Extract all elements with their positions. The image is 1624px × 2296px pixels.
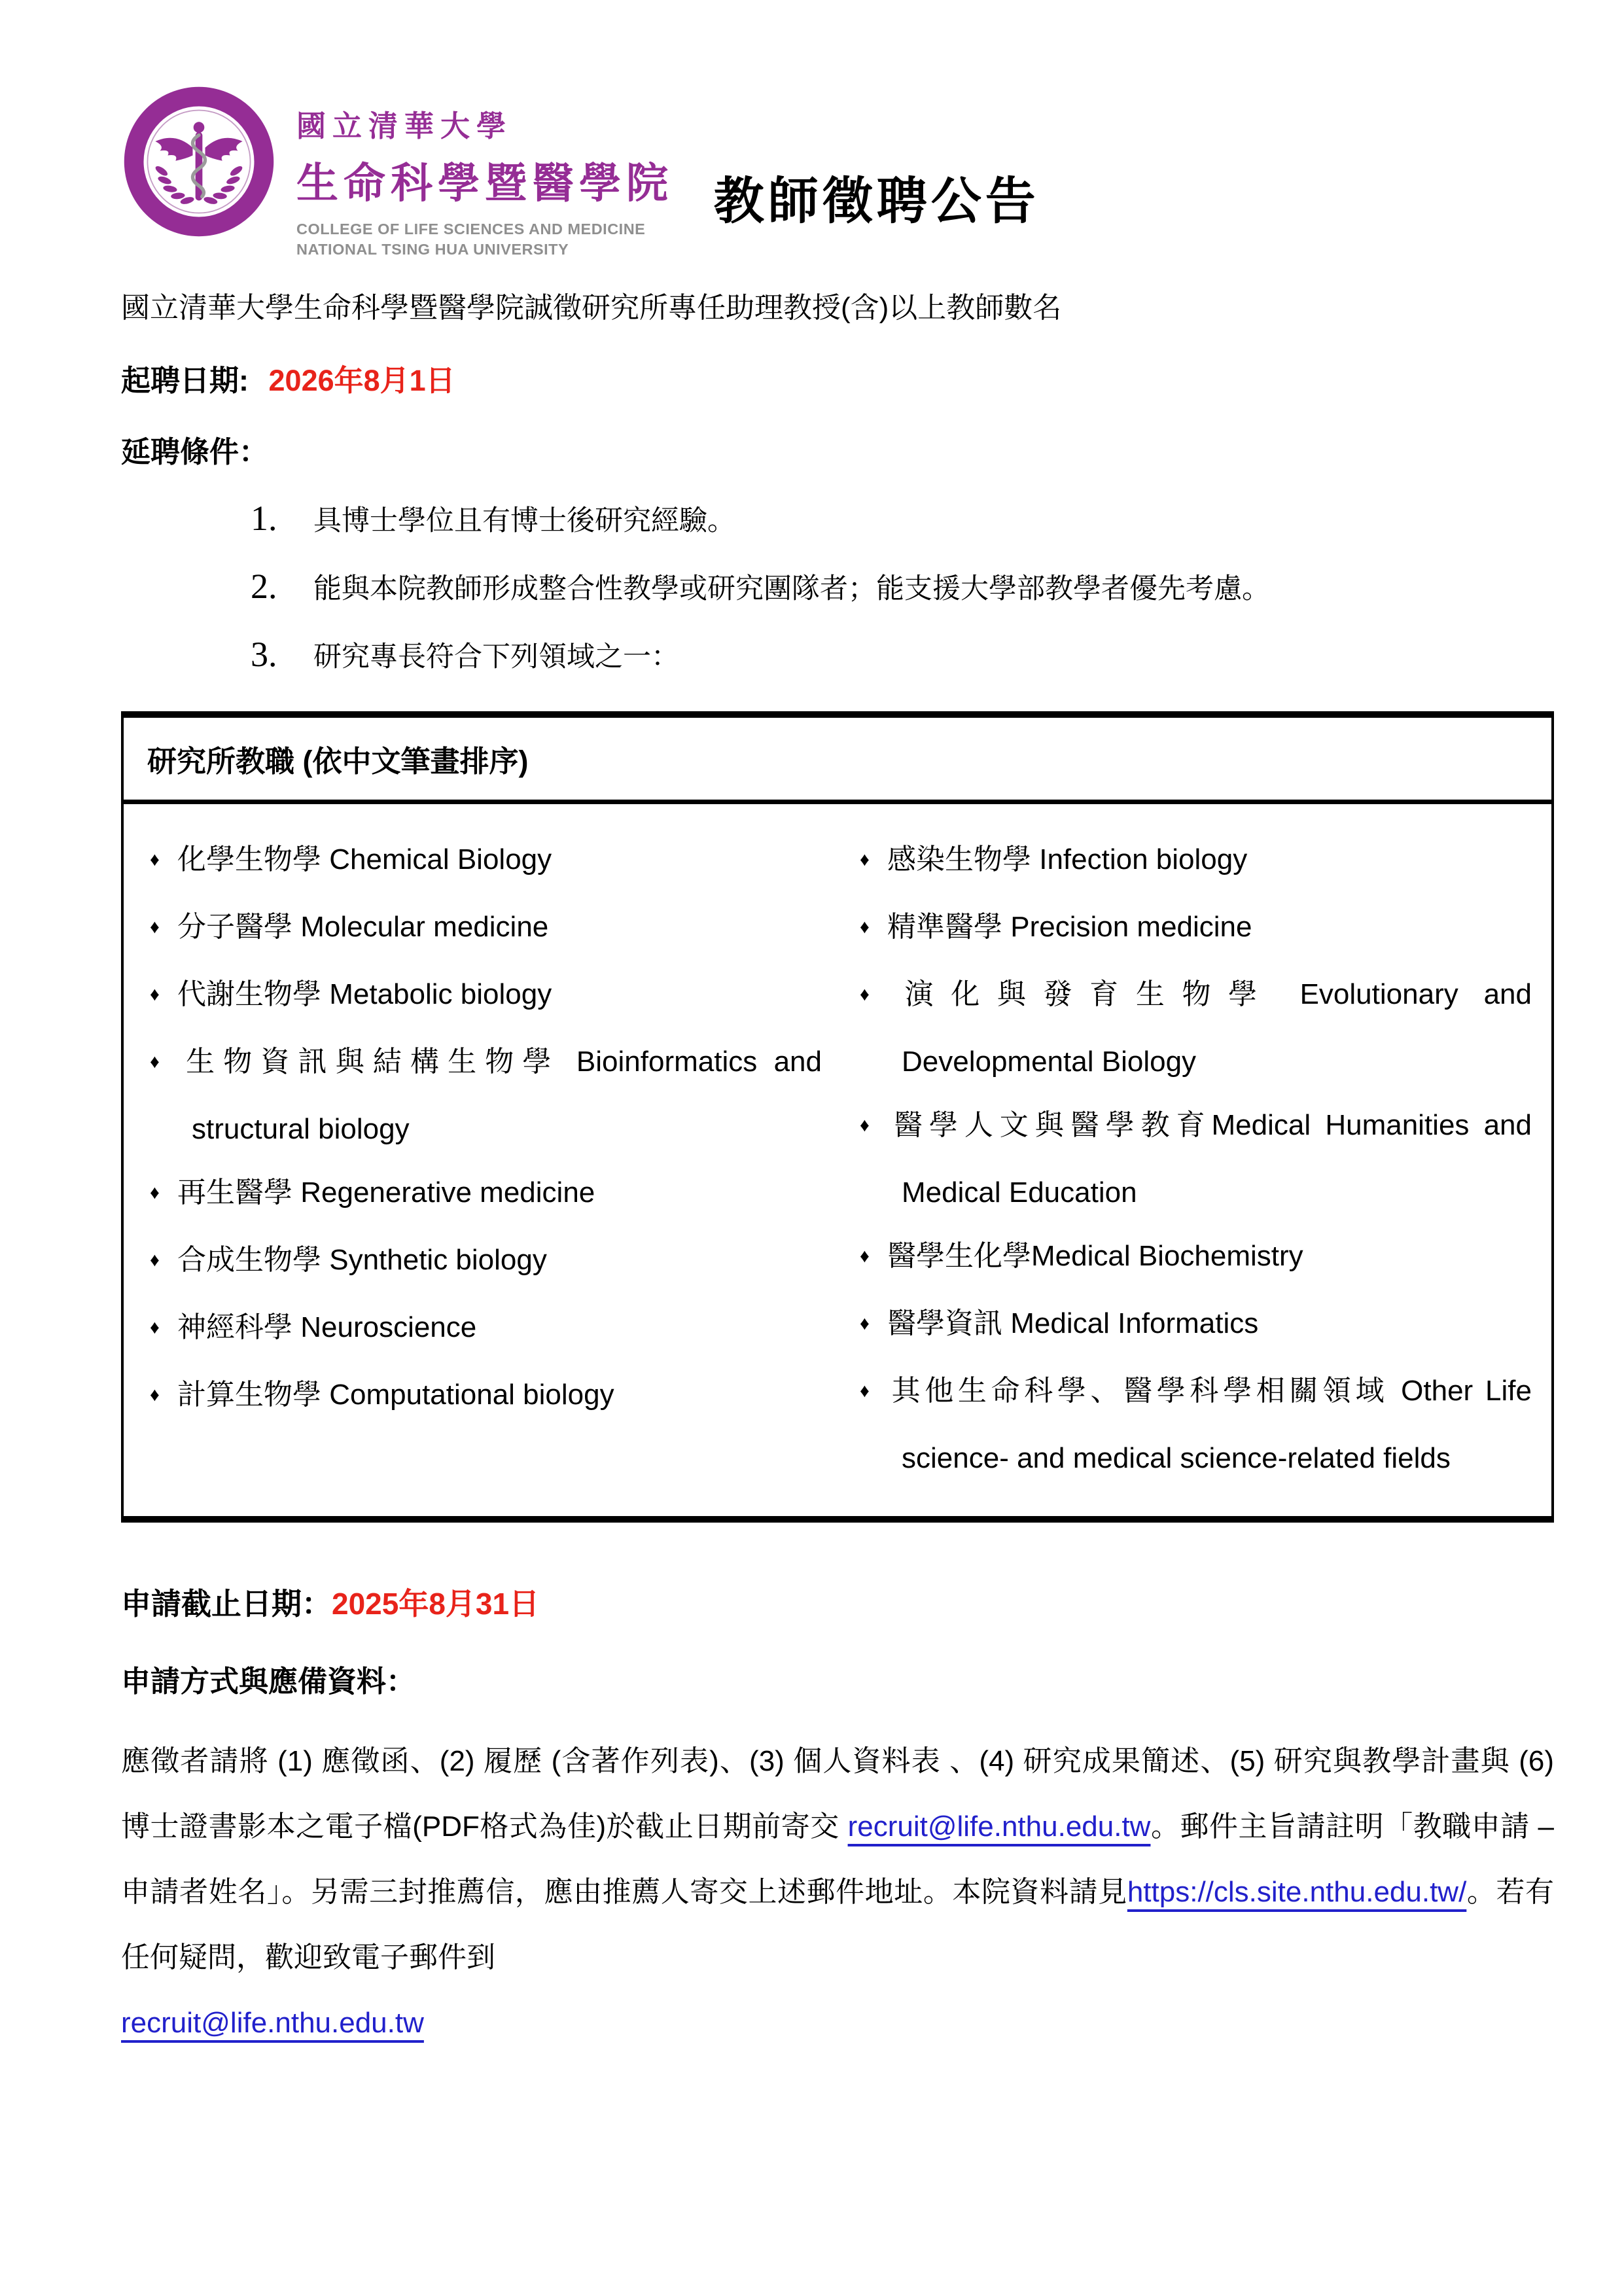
- university-name-zh: 國立清華大學: [296, 109, 513, 143]
- diamond-bullet-icon: ♦: [150, 917, 160, 938]
- table-right-column: [860, 828, 1532, 1490]
- research-area-text: 醫學人文與醫學教育Medical Humanities and Medical Education: [887, 1109, 1532, 1209]
- diamond-bullet-icon: ♦: [150, 1385, 160, 1405]
- conditions-label: 延聘條件：: [121, 435, 269, 468]
- paragraph-text: 應徵者請將 (1) 應徵函、(2) 履歷 (含著作列表)、(3) 個人資料表 、(4) 研究成果簡述、(5) 研究與教學計畫與 (6) 博士證書影本之電子檔(PDF格式為佳)於截止日期前寄交: [121, 1745, 1554, 1843]
- research-area-text: 演化與發育生物學 Evolutionary and Developmental Biology: [887, 978, 1532, 1078]
- header: [121, 84, 1554, 258]
- application-method-label: 申請方式與應備資料：: [121, 1665, 416, 1698]
- paragraph-text: 。若有任何疑問，歡迎致電子郵件到: [121, 1876, 1555, 1973]
- research-area-item: [860, 1292, 1532, 1359]
- research-area-item: [860, 828, 1532, 895]
- research-area-text: 感染生物學 Infection biology: [887, 843, 1248, 875]
- research-area-item: [860, 1093, 1532, 1224]
- intro-paragraph: 國立清華大學生命科學暨醫學院誠徵研究所專任助理教授(含)以上教師數名: [121, 292, 1062, 324]
- diamond-bullet-icon: ♦: [150, 1250, 160, 1271]
- page-title: 教師徵聘公告: [713, 173, 1040, 230]
- deadline-value: 2025年8月31日: [332, 1587, 540, 1621]
- research-area-item: [860, 963, 1532, 1093]
- condition-number: 1.: [251, 499, 277, 538]
- research-area-item: [860, 895, 1532, 963]
- condition-item: [251, 566, 1554, 607]
- research-area-item: [150, 895, 822, 963]
- table-left-column: [150, 828, 822, 1490]
- research-area-item: [150, 1161, 822, 1228]
- research-area-item: [150, 1228, 822, 1296]
- start-date-line: [121, 357, 1554, 399]
- condition-text: 具博士學位且有博士後研究經驗。: [313, 505, 735, 537]
- condition-item: [251, 634, 1554, 675]
- logo-text: [296, 84, 673, 260]
- research-areas-table: [121, 711, 1554, 1523]
- condition-item: [251, 498, 1554, 539]
- college-name-zh: 生命科學暨醫學院: [296, 159, 673, 208]
- diamond-bullet-icon: ♦: [860, 849, 870, 870]
- research-area-text: 分子醫學 Molecular medicine: [177, 911, 549, 943]
- college-name-en: [296, 219, 673, 260]
- diamond-bullet-icon: ♦: [150, 1051, 160, 1072]
- table-body: [124, 804, 1551, 1516]
- inline-link[interactable]: recruit@life.nthu.edu.tw: [847, 1810, 1151, 1843]
- research-area-item: [150, 963, 822, 1030]
- recruit-email-link[interactable]: recruit@life.nthu.edu.tw: [121, 2007, 424, 2039]
- diamond-bullet-icon: ♦: [860, 984, 870, 1005]
- research-area-text: 再生醫學 Regenerative medicine: [177, 1176, 595, 1209]
- diamond-bullet-icon: ♦: [860, 917, 870, 938]
- inline-link[interactable]: https://cls.site.nthu.edu.tw/: [1127, 1876, 1467, 1908]
- research-area-text: 代謝生物學 Metabolic biology: [177, 978, 552, 1010]
- condition-text: 研究專長符合下列領域之一：: [313, 641, 679, 673]
- research-area-text: 神經科學 Neuroscience: [177, 1311, 477, 1343]
- research-area-item: [860, 1359, 1532, 1490]
- condition-text: 能與本院教師形成整合性教學或研究團隊者；能支援大學部教學者優先考慮。: [313, 573, 1270, 605]
- college-seal-icon: [121, 84, 277, 239]
- college-name-en-line1: COLLEGE OF LIFE SCIENCES AND MEDICINE: [296, 221, 646, 238]
- research-area-item: [150, 1030, 822, 1161]
- research-area-text: 生物資訊與結構生物學 Bioinformatics and structural biology: [177, 1046, 822, 1145]
- research-area-item: [150, 828, 822, 895]
- start-date-label: 起聘日期:: [121, 364, 249, 397]
- research-area-item: [150, 1296, 822, 1363]
- research-area-text: 醫學資訊 Medical Informatics: [887, 1307, 1259, 1339]
- research-area-text: 其他生命科學、醫學科學相關領域 Other Life science- and medical science-related fields: [887, 1375, 1532, 1474]
- diamond-bullet-icon: ♦: [150, 1182, 160, 1203]
- diamond-bullet-icon: ♦: [150, 984, 160, 1005]
- research-area-text: 合成生物學 Synthetic biology: [177, 1244, 547, 1276]
- paragraph-text: 。郵件主旨請註明「教職申請 –申請者姓名」。另需三封推薦信，應由推薦人寄交上述郵件地址。本院資料請見: [121, 1810, 1554, 1908]
- table-header: 研究所教職 (依中文筆畫排序): [124, 718, 1551, 804]
- diamond-bullet-icon: ♦: [150, 849, 160, 870]
- conditions-list: [251, 498, 1554, 675]
- diamond-bullet-icon: ♦: [860, 1246, 870, 1267]
- footer-link-line: [121, 1990, 1554, 2056]
- research-area-text: 精準醫學 Precision medicine: [887, 911, 1252, 943]
- condition-number: 2.: [251, 567, 277, 606]
- research-area-text: 醫學生化學Medical Biochemistry: [887, 1240, 1303, 1272]
- start-date-value: 2026年8月1日: [268, 364, 455, 397]
- research-area-item: [860, 1224, 1532, 1292]
- university-name-en-line2: NATIONAL TSING HUA UNIVERSITY: [296, 241, 569, 258]
- deadline-line: [121, 1580, 1554, 1623]
- condition-number: 3.: [251, 635, 277, 674]
- deadline-label: 申請截止日期：: [121, 1587, 332, 1621]
- research-area-item: [150, 1363, 822, 1430]
- research-area-text: 計算生物學 Computational biology: [177, 1379, 614, 1411]
- research-area-text: 化學生物學 Chemical Biology: [177, 843, 552, 875]
- diamond-bullet-icon: ♦: [860, 1313, 870, 1334]
- diamond-bullet-icon: ♦: [860, 1115, 870, 1136]
- diamond-bullet-icon: ♦: [150, 1317, 160, 1338]
- application-paragraph: [121, 1729, 1554, 1990]
- diamond-bullet-icon: ♦: [860, 1381, 870, 1402]
